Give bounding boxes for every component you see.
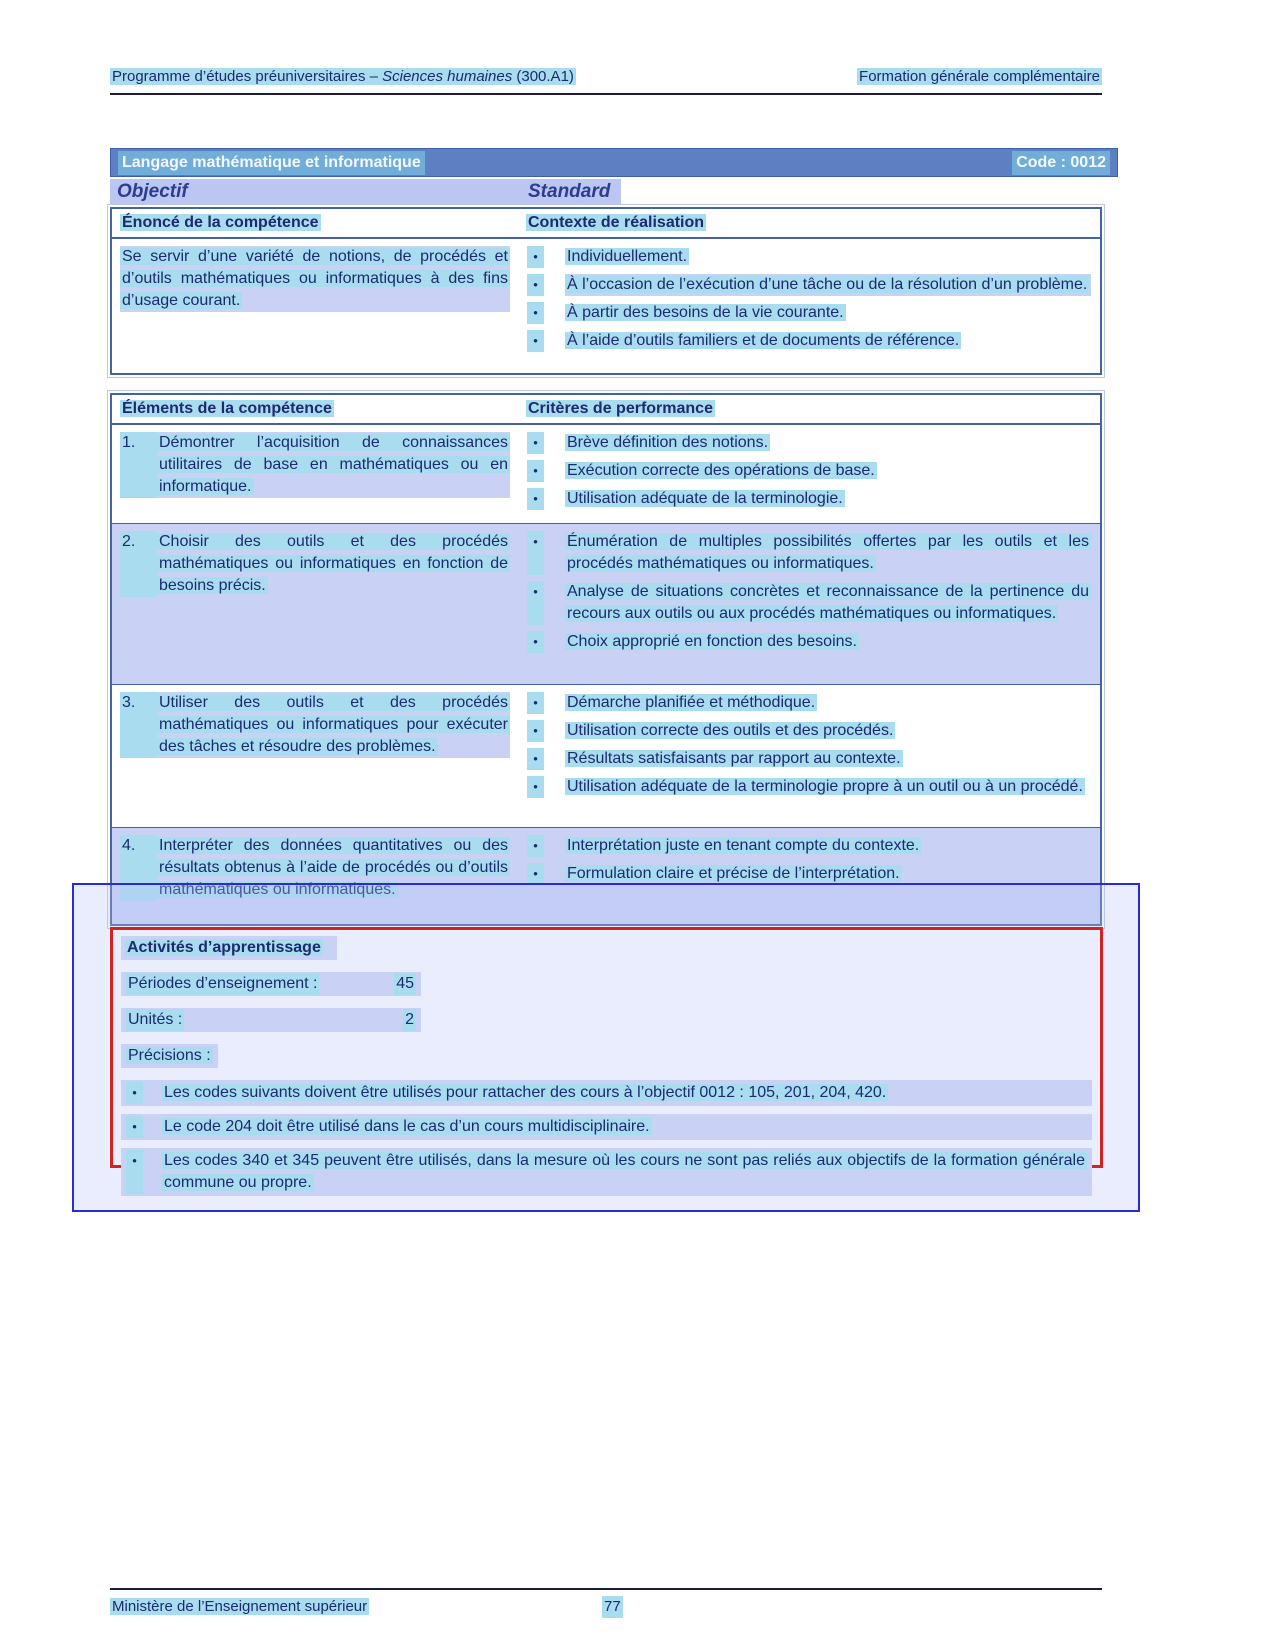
item-number: 4. [120,835,157,901]
bullet-icon: • [126,1116,143,1138]
list-item: • Choix approprié en fonction des besoins. [527,631,1091,653]
enonce-cell [112,239,518,365]
section-code: Code : 0012 [1012,151,1110,175]
objectif-standard-row [110,179,1102,204]
list-item: • Démarche planifiée et méthodique. [527,692,1091,714]
section-titlebar [110,148,1118,177]
element-text: Choisir des outils et des procédés mathématiques ou informatiques en fonction de besoins précis. [159,533,508,594]
header-program-italic: Sciences humaines [382,68,513,85]
header-program: Programme d’études préuniversitaires – [112,68,383,85]
bullet-icon: • [527,246,544,268]
footer-ministry: Ministère de l’Enseignement supérieur [112,1598,368,1615]
unites-value: 2 [403,1009,416,1031]
section-title: Langage mathématique et informatique [118,151,425,175]
col-header-contexte: Contexte de réalisation [528,214,705,231]
header-left-text [110,66,576,88]
list-item: • Individuellement. [527,246,1091,268]
contexte-cell [518,239,1100,365]
table-row [112,425,1100,524]
bullet-icon: • [527,531,544,575]
item-number: 1. [120,432,157,498]
bullet-icon: • [527,460,544,482]
competence-table [110,207,1102,375]
col-header-criteres: Critères de performance [528,400,713,417]
bullet-icon: • [527,432,544,454]
unites-row [121,1008,421,1032]
contexte-list [527,246,1091,352]
element-text: Démontrer l’acquisition de connaissances utilitaires de base en mathématiques ou en informatique. [159,434,508,495]
bullet-icon: • [527,748,544,770]
bullet-icon: • [527,330,544,352]
unites-label: Unités : [126,1009,184,1031]
list-item: • Utilisation correcte des outils et des procédés. [527,720,1091,742]
element-text: Interpréter des données quantitatives ou des résultats obtenus à l’aide de procédés ou d’outils mathématiques ou informatiques. [159,837,508,898]
element-cell [112,425,518,523]
list-item: • Brève définition des notions. [527,432,1091,454]
bullet-icon: • [527,274,544,296]
header-program-code: (300.A1) [512,68,574,85]
bullet-icon: • [527,776,544,798]
elements-table-header [112,395,1100,425]
bullet-icon: • [527,631,544,653]
list-item: • Résultats satisfaisants par rapport au contexte. [527,748,1091,770]
bullet-icon: • [126,1150,143,1194]
periodes-row [121,972,421,996]
competence-table-body [112,239,1100,365]
criteres-cell [518,524,1100,684]
precision-item: • Les codes suivants doivent être utilisés pour rattacher des cours à l’objectif 0012 : 105, 201, 204, 420. [121,1080,1092,1106]
bullet-icon: • [126,1082,143,1104]
activities-box [110,927,1103,1191]
criteres-cell [518,425,1100,523]
heading-standard: Standard [517,179,621,204]
header-right-text: Formation générale complémentaire [859,68,1100,85]
list-item: • À partir des besoins de la vie courante. [527,302,1091,324]
bullet-icon: • [527,488,544,510]
activities-title: Activités d’apprentissage [127,939,321,956]
element-cell [112,685,518,827]
list-item: • À l’occasion de l’exécution d’une tâche ou de la résolution d’un problème. [527,274,1091,296]
bullet-icon: • [527,863,544,885]
periodes-label: Périodes d’enseignement : [126,973,319,995]
precision-item: • Le code 204 doit être utilisé dans le cas d’un cours multidisciplinaire. [121,1114,1092,1140]
page-header [110,66,1102,95]
bullet-icon: • [527,692,544,714]
bullet-icon: • [527,302,544,324]
list-item: • Interprétation juste en tenant compte du contexte. [527,835,1091,857]
activities-title-row [121,936,1092,960]
element-text: Utiliser des outils et des procédés mathématiques ou informatiques pour exécuter des tâches et résoudre des problèmes. [159,694,508,755]
criteres-cell [518,685,1100,827]
list-item: • Utilisation adéquate de la terminologie propre à un outil ou à un procédé. [527,776,1091,798]
list-item: • Énumération de multiples possibilités offertes par les outils et les procédés mathématiques ou informatiques. [527,531,1091,575]
precisions-label-row [121,1044,218,1068]
item-number: 2. [120,531,157,597]
bullet-icon: • [527,835,544,857]
page-footer [110,1588,1102,1618]
bullet-icon: • [527,720,544,742]
bullet-icon: • [527,581,544,625]
table-row [112,685,1100,828]
competence-table-header [112,209,1100,239]
heading-objectif: Objectif [110,179,517,204]
list-item: • À l’aide d’outils familiers et de documents de référence. [527,330,1091,352]
precisions-label: Précisions : [128,1047,211,1064]
list-item: • Exécution correcte des opérations de base. [527,460,1091,482]
element-cell [112,524,518,684]
list-item: • Analyse de situations concrètes et reconnaissance de la pertinence du recours aux outils ou aux procédés mathématiques ou informatiques. [527,581,1091,625]
list-item: • Utilisation adéquate de la terminologie. [527,488,1091,510]
enonce-text: Se servir d’une variété de notions, de procédés et d’outils mathématiques ou informatiques à des fins d’usage courant. [122,248,508,309]
periodes-value: 45 [394,973,416,995]
page-number: 77 [602,1596,623,1618]
list-item: • Formulation claire et précise de l’interprétation. [527,863,1091,885]
elements-criteres-table [110,393,1102,926]
precision-item: • Les codes 340 et 345 peuvent être utilisés, dans la mesure où les cours ne sont pas reliés aux objectifs de la formation générale commune ou propre. [121,1148,1092,1196]
table-row [112,524,1100,685]
item-number: 3. [120,692,157,758]
col-header-enonce: Énoncé de la compétence [122,214,319,231]
col-header-elements: Éléments de la compétence [122,400,332,417]
